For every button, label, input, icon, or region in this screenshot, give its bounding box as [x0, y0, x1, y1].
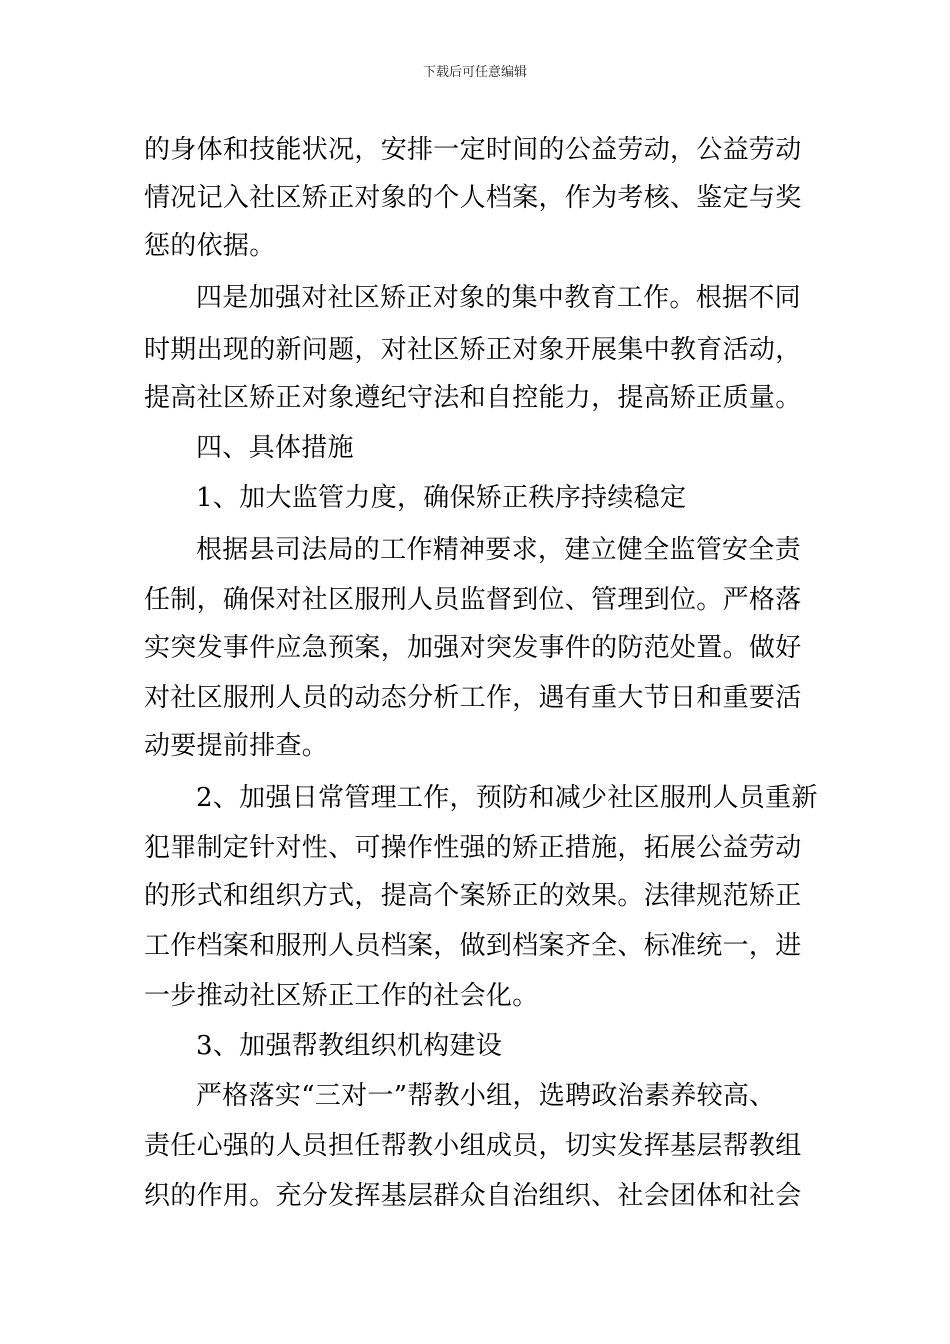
text-line: 情况记入社区矫正对象的个人档案，作为考核、鉴定与奖 [144, 183, 802, 213]
subsection-heading: 3、加强帮教组织机构建设 [196, 1031, 503, 1061]
text-line: 织的作用。充分发挥基层群众自治组织、社会团体和社会 [144, 1181, 802, 1211]
text-line: 的身体和技能状况，安排一定时间的公益劳动，公益劳动 [144, 135, 802, 165]
text-line: 责任心强的人员担任帮教小组成员，切实发挥基层帮教组 [144, 1131, 802, 1161]
text-line: 时期出现的新问题，对社区矫正对象开展集中教育活动， [144, 335, 802, 365]
text-line: 实突发事件应急预案，加强对突发事件的防范处置。做好 [144, 633, 802, 663]
text-line: 根据县司法局的工作精神要求，建立健全监管安全责 [196, 535, 801, 565]
text-line: 犯罪制定针对性、可操作性强的矫正措施，拓展公益劳动 [144, 833, 802, 863]
text-line: 提高社区矫正对象遵纪守法和自控能力，提高矫正质量。 [144, 383, 802, 413]
text-line: 一步推动社区矫正工作的社会化。 [144, 981, 539, 1011]
text-line: 工作档案和服刑人员档案，做到档案齐全、标准统一，进 [144, 931, 802, 961]
section-heading: 四、具体措施 [196, 433, 354, 463]
subsection-heading: 1、加大监管力度，确保矫正秩序持续稳定 [196, 483, 687, 513]
text-line: 对社区服刑人员的动态分析工作，遇有重大节日和重要活 [144, 683, 802, 713]
text-line: 动要提前排查。 [144, 731, 329, 761]
text-line: 2、加强日常管理工作，预防和减少社区服刑人员重新 [196, 783, 818, 813]
text-line: 的形式和组织方式，提高个案矫正的效果。法律规范矫正 [144, 881, 802, 911]
text-line: 任制，确保对社区服刑人员监督到位、管理到位。严格落 [144, 585, 802, 615]
text-line: 严格落实“三对一”帮教小组，选聘政治素养较高、 [196, 1081, 776, 1111]
text-line: 四是加强对社区矫正对象的集中教育工作。根据不同 [196, 283, 801, 313]
text-line: 惩的依据。 [144, 231, 276, 261]
page-header: 下载后可任意编辑 [422, 65, 527, 80]
